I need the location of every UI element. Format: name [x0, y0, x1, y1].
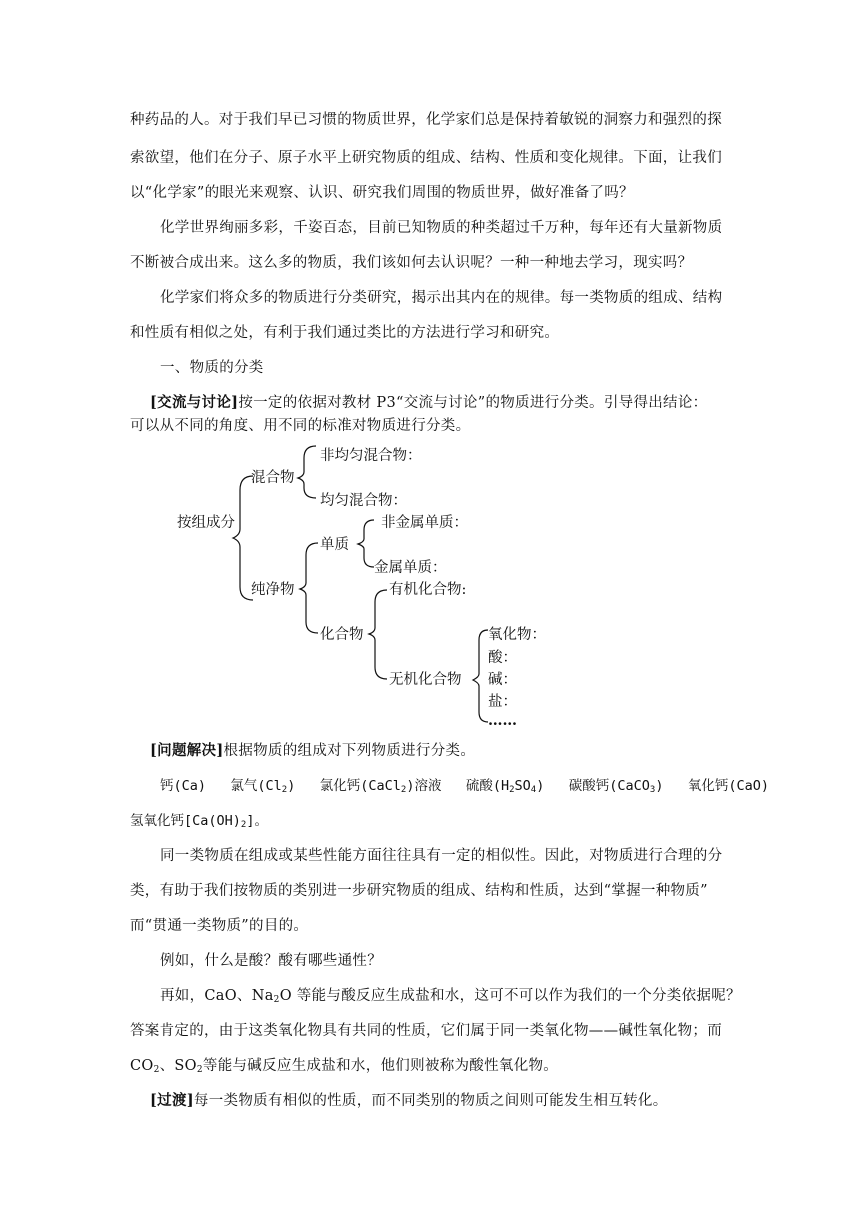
substance-cacl2: 氯化钙(CaCl$_2$)溶液: [319, 778, 442, 795]
substance-ca: 钙(Ca): [160, 778, 207, 794]
para4-line1: 同一类物质在组成或某些性能方面往往具有一定的相似性。因此，对物质进行合理的分: [160, 848, 723, 864]
tree-root: 按组成分: [177, 515, 235, 531]
para6-line1: 再如，CaO、$Na_2O$ 等能与酸反应生成盐和水，这可不可以作为我们的一个分类依据呢？: [160, 988, 741, 1005]
para6-line3: $CO_2$、$SO_2$等能与碱反应生成盐和水，他们则被称为酸性氧化物。: [130, 1058, 559, 1075]
para1-line1: 种药品的人。对于我们早已习惯的物质世界，化学家们总是保持着敏锐的洞察力和强烈的探: [130, 112, 722, 128]
section-heading: 一、物质的分类: [160, 360, 264, 376]
tree-more: ……: [488, 712, 517, 729]
tree-metal: 金属单质：: [374, 560, 447, 576]
tree-mixture: 混合物: [251, 470, 295, 486]
substance-list: [160, 776, 769, 800]
transition-tag: [过渡]: [150, 1092, 194, 1109]
substance-cao: 氧化钙(CaO): [687, 778, 769, 794]
tree-oxide: 氧化物：: [488, 627, 546, 643]
substance-cl2: 氯气$(Cl_2)$: [230, 778, 296, 795]
brace-inorganic: [473, 630, 488, 722]
tree-nonmetal: 非金属单质：: [381, 515, 468, 531]
substance-caoh2: 氢氧化钙$[Ca(OH)_2]$。: [130, 813, 268, 830]
tree-element: 单质: [320, 537, 349, 553]
brace-pure: [300, 543, 318, 633]
brace-element: [358, 520, 374, 567]
para4-line2: 类，有助于我们按物质的类别进一步研究物质的组成、结构和性质，达到“掌握一种物质”: [130, 883, 708, 899]
tree-acid: 酸：: [488, 650, 517, 666]
transition-text: 每一类物质有相似的性质，而不同类别的物质之间则可能发生相互转化。: [193, 1093, 668, 1109]
tree-base: 碱：: [488, 672, 517, 688]
transition-line: [150, 1091, 668, 1111]
tree-compound: 化合物: [320, 627, 364, 643]
discussion-line2: 可以从不同的角度、用不同的标准对物质进行分类。: [130, 418, 471, 434]
problem-line: [150, 741, 475, 761]
tree-pure: 纯净物: [251, 582, 295, 598]
substance-caco3: 碳酸钙(CaCO$_3$): [568, 778, 664, 795]
substance-h2so4: 硫酸$(H_2SO_4)$: [465, 778, 545, 795]
para1-line2: 索欲望，他们在分子、原子水平上研究物质的组成、结构、性质和变化规律。下面，让我们: [130, 150, 722, 166]
brace-root: [233, 476, 253, 600]
tree-organic: 有机化合物:: [389, 582, 467, 598]
para6-line2: 答案肯定的，由于这类氧化物具有共同的性质，它们属于同一类氧化物——碱性氧化物；而: [130, 1023, 722, 1039]
discussion-text: 按一定的依据对教材 P3“交流与讨论”的物质进行分类。引导得出结论：: [238, 395, 708, 411]
tree-homogeneous: 均匀混合物：: [320, 493, 407, 509]
problem-text: 根据物质的组成对下列物质进行分类。: [223, 743, 476, 759]
para2-line2: 不断被合成出来。这么多的物质，我们该如何去认识呢？一种一种地去学习，现实吗？: [130, 255, 693, 271]
para3-line2: 和性质有相似之处，有利于我们通过类比的方法进行学习和研究。: [130, 325, 560, 341]
problem-tag: [问题解决]: [150, 742, 224, 759]
brace-compound: [369, 590, 387, 679]
discussion-tag: [交流与讨论]: [150, 394, 239, 411]
para1-line3: 以“化学家”的眼光来观察、认识、研究我们周围的物质世界，做好准备了吗？: [130, 185, 634, 201]
tree-salt: 盐：: [488, 694, 517, 710]
brace-mixture: [298, 446, 316, 498]
para4-line3: 而“贯通一类物质”的目的。: [130, 918, 309, 934]
para2-line1: 化学世界绚丽多彩，千姿百态，目前已知物质的种类超过千万种，每年还有大量新物质: [160, 220, 723, 236]
tree-inorganic: 无机化合物: [389, 672, 462, 688]
tree-heterogeneous: 非均匀混合物：: [320, 448, 422, 464]
para3-line1: 化学家们将众多的物质进行分类研究，揭示出其内在的规律。每一类物质的组成、结构: [160, 290, 723, 306]
para5: 例如，什么是酸？酸有哪些通性？: [160, 953, 382, 969]
